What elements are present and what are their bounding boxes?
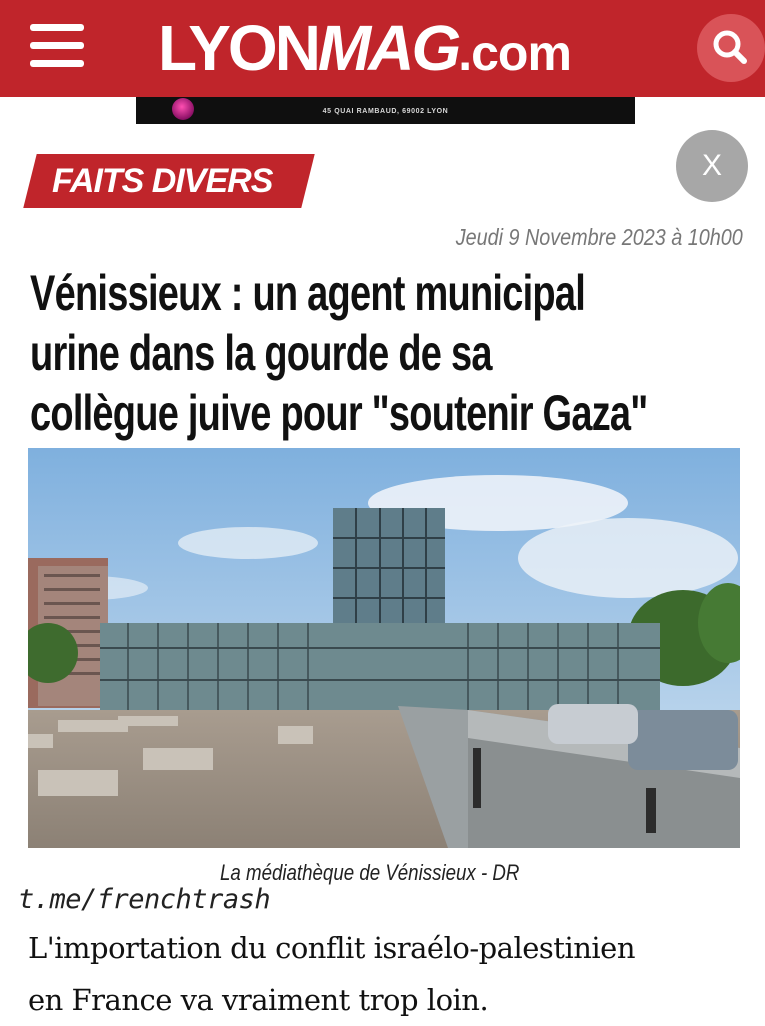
article-photo <box>28 448 740 848</box>
logo-part-domain: .com <box>458 25 571 81</box>
photo-caption: La médiathèque de Vénissieux - DR <box>220 860 520 885</box>
commentary-text <box>28 922 765 1026</box>
title-line: collègue juive pour "soutenir Gaza" <box>30 385 648 441</box>
ad-address: 45 QUAI RAMBAUD, 69002 LYON <box>322 108 449 115</box>
commentary-line: L'importation du conflit israélo-palestinien <box>28 931 636 965</box>
article-title <box>30 263 744 443</box>
category-label: FAITS DIVERS <box>52 162 273 200</box>
search-icon <box>697 14 765 82</box>
title-line: Vénissieux : un agent municipal <box>30 265 586 321</box>
article-date: Jeudi 9 Novembre 2023 à 10h00 <box>455 224 743 250</box>
ad-banner[interactable] <box>136 97 635 124</box>
site-header <box>0 0 765 97</box>
telegram-watermark: t.me/frenchtrash <box>18 884 271 915</box>
search-button[interactable] <box>697 14 765 82</box>
title-line: urine dans la gourde de sa <box>30 325 492 381</box>
site-logo[interactable] <box>158 12 571 84</box>
logo-part-mag: MAG <box>317 12 459 84</box>
commentary-line: en France va vraiment trop loin. <box>28 983 489 1017</box>
hamburger-menu-icon[interactable] <box>30 24 84 68</box>
close-button[interactable]: X <box>676 130 748 202</box>
logo-part-lyon: LYON <box>158 12 318 84</box>
